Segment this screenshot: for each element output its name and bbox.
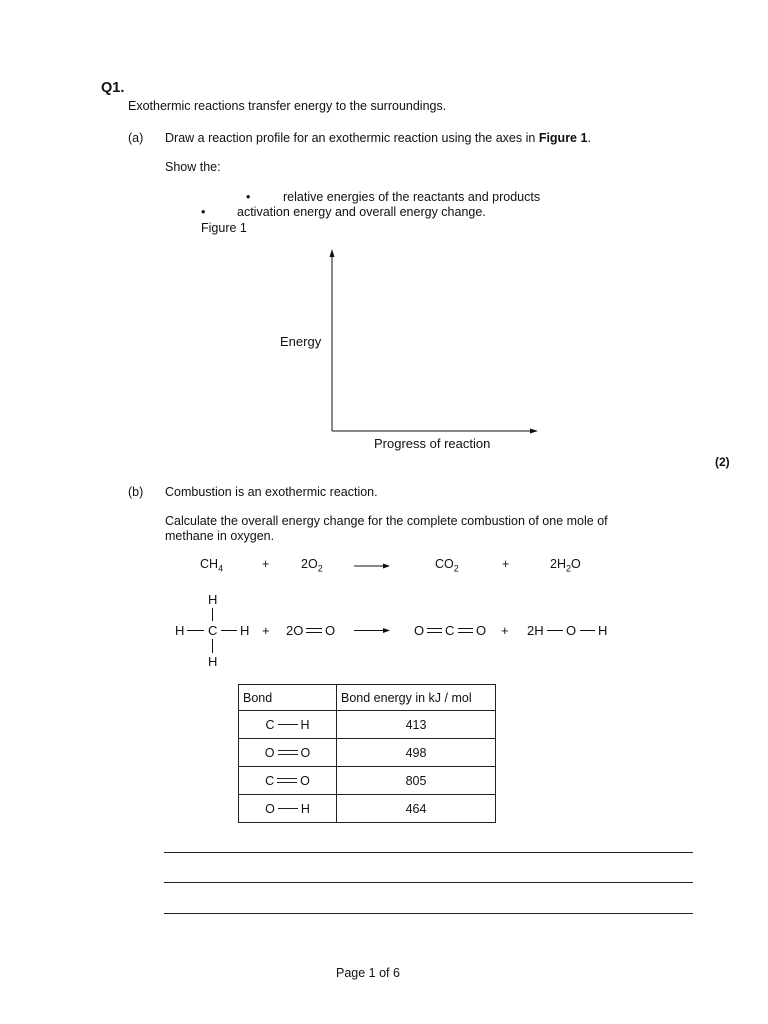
atom-o: O bbox=[476, 623, 487, 638]
eq-reactant2 bbox=[301, 557, 323, 574]
answer-line[interactable] bbox=[164, 913, 693, 914]
figure-label: Figure 1 bbox=[201, 221, 247, 235]
x-axis-arrow-icon bbox=[530, 429, 538, 434]
atom-o: O bbox=[414, 623, 425, 638]
eq-sub: 4 bbox=[218, 563, 224, 574]
single-bond-line bbox=[278, 808, 298, 809]
plus-sign: + bbox=[501, 623, 509, 638]
single-bond-line bbox=[278, 724, 298, 725]
energy-cell: 413 bbox=[337, 711, 496, 739]
y-axis-arrow-icon bbox=[330, 249, 335, 257]
atom-h: H bbox=[598, 623, 608, 638]
eq-formula: CO bbox=[435, 557, 454, 571]
bond-cell bbox=[239, 767, 337, 795]
question-number: Q1. bbox=[101, 80, 125, 96]
y-axis-label: Energy bbox=[280, 334, 322, 349]
instruction-figure-ref: Figure 1 bbox=[538, 131, 588, 145]
eq-formula: 2O bbox=[301, 557, 318, 571]
eq-product1 bbox=[435, 557, 459, 574]
eq-sub: 2 bbox=[317, 563, 323, 574]
part-b-line2: Calculate the overall energy change for the complete combustion of one mole of bbox=[165, 514, 608, 528]
answer-line[interactable] bbox=[164, 882, 693, 883]
water-coefficient: 2H bbox=[527, 623, 544, 638]
bond-atom: O bbox=[300, 773, 310, 788]
bond-atom: O bbox=[300, 745, 311, 760]
question-intro: Exothermic reactions transfer energy to the surroundings. bbox=[128, 99, 447, 113]
eq-arrow-icon bbox=[352, 561, 392, 571]
bullet-item-2 bbox=[201, 205, 486, 219]
oxygen-coefficient: 2O bbox=[286, 623, 304, 638]
eq-product2 bbox=[550, 557, 581, 574]
atom-h-left: H bbox=[175, 623, 185, 638]
answer-line[interactable] bbox=[164, 852, 693, 853]
atom-h-right: H bbox=[240, 623, 250, 638]
energy-axes-figure bbox=[270, 245, 560, 460]
bond-atom: O bbox=[265, 801, 275, 816]
eq-formula: 2H bbox=[550, 557, 566, 571]
table-row bbox=[239, 795, 496, 823]
eq-plus-2: + bbox=[502, 557, 510, 571]
bullet-text: activation energy and overall energy change. bbox=[237, 205, 486, 219]
energy-cell: 805 bbox=[337, 767, 496, 795]
eq-reactant1 bbox=[200, 557, 223, 574]
bond-atom: H bbox=[300, 801, 310, 816]
atom-o: O bbox=[325, 623, 336, 638]
plus-sign: + bbox=[262, 623, 270, 638]
table-row bbox=[239, 767, 496, 795]
atom-c: C bbox=[208, 623, 218, 638]
bullet-dot: • bbox=[201, 205, 206, 219]
part-a-instruction bbox=[165, 131, 591, 145]
atom-h-top: H bbox=[208, 592, 218, 607]
part-a-label: (a) bbox=[128, 131, 144, 145]
table-header-bond: Bond bbox=[239, 685, 337, 711]
bullet-dot: • bbox=[246, 190, 251, 204]
atom-o: O bbox=[566, 623, 577, 638]
bullet-text: relative energies of the reactants and products bbox=[283, 190, 541, 204]
eq-formula: O bbox=[571, 557, 581, 571]
bond-energy-table bbox=[238, 684, 496, 823]
arrow-head-icon bbox=[383, 628, 390, 633]
page-number: Page 1 of 6 bbox=[336, 966, 400, 980]
marks-a: (2) bbox=[715, 455, 730, 469]
eq-formula: CH bbox=[200, 557, 219, 571]
bond-atom: C bbox=[265, 717, 275, 732]
table-header-energy: Bond energy in kJ / mol bbox=[337, 685, 496, 711]
energy-cell: 498 bbox=[337, 739, 496, 767]
eq-sub: 2 bbox=[453, 563, 459, 574]
double-bond-line bbox=[277, 778, 297, 783]
bond-cell bbox=[239, 739, 337, 767]
bond-atom: H bbox=[300, 717, 310, 732]
table-header-row bbox=[239, 685, 496, 711]
instruction-text: Draw a reaction profile for an exothermic reaction using the axes in bbox=[165, 131, 539, 145]
eq-sub: 2 bbox=[565, 563, 571, 574]
part-b-line3: methane in oxygen. bbox=[165, 529, 275, 543]
show-the-label: Show the: bbox=[165, 160, 221, 174]
bond-cell bbox=[239, 711, 337, 739]
table-row bbox=[239, 739, 496, 767]
atom-c: C bbox=[445, 623, 455, 638]
x-axis-label: Progress of reaction bbox=[374, 436, 491, 451]
bond-cell bbox=[239, 795, 337, 823]
table-row bbox=[239, 711, 496, 739]
instruction-suffix: . bbox=[587, 131, 591, 145]
bullet-item-1 bbox=[246, 190, 540, 204]
energy-cell: 464 bbox=[337, 795, 496, 823]
bond-atom: O bbox=[264, 745, 275, 760]
bond-atom: C bbox=[265, 773, 275, 788]
structural-equation bbox=[170, 588, 620, 670]
part-b-line1: Combustion is an exothermic reaction. bbox=[165, 485, 378, 499]
atom-h-bottom: H bbox=[208, 654, 218, 669]
part-b-label: (b) bbox=[128, 485, 144, 499]
eq-plus-1: + bbox=[262, 557, 270, 571]
double-bond-line bbox=[278, 750, 298, 755]
